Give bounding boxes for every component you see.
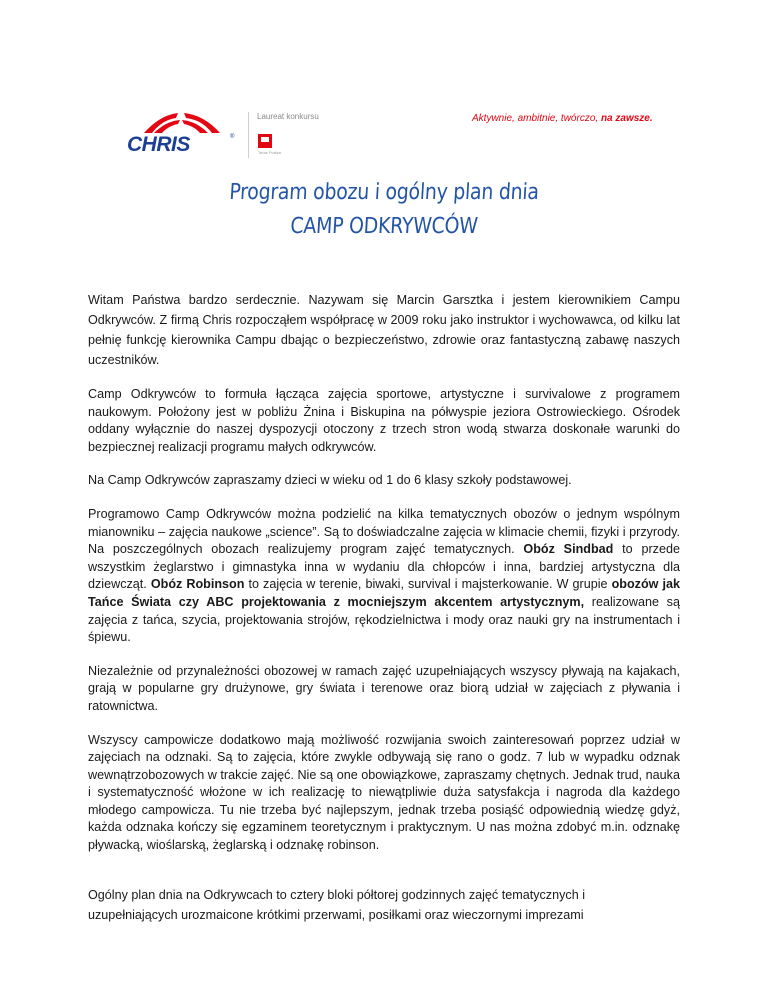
program-sindbad: Obóz Sindbad: [523, 542, 614, 557]
teraz-polska-emblem-icon: [258, 134, 272, 148]
chris-logo-arcs-icon: [140, 111, 230, 135]
paragraph-common-activities: Niezależnie od przynależności obozowej w ramach zajęć uzupełniających wszyscy pływają na kajakach, grają w popularne gry drużynowe, gry świata i terenowe oraz biorą udział w zajęciach z pływania i ratownictwa.: [88, 663, 680, 713]
program-robinson: Obóz Robinson: [150, 577, 245, 592]
paragraph-age-range: Na Camp Odkrywców zapraszamy dzieci w wieku od 1 do 6 klasy szkoły podstawowej.: [88, 473, 572, 488]
program-text-c: to przede wszystkim żeglarstwo i gimnastyka inna w wydaniu dla chłopców i inna, bardziej artystyczna dla dziewcząt.: [88, 542, 680, 592]
slogan-text: Aktywnie, ambitnie, twórczo,: [472, 113, 601, 124]
program-artistic: obozów jak Tańce Świata czy ABC projektowania z mocniejszym akcentem artystycznym,: [88, 577, 680, 609]
program-text-a: Programowo Camp Odkrywców można podzielić na kilka tematycznych obozów o jednym wspólnym mianowniku – zajęcia naukowe „science”. Są to doświadczalne zajęcia w klimacie chemii, fizyki i przyrody. Na poszczególnych obozach realizujemy program zajęć tematycznych.: [88, 506, 680, 557]
paragraph-camp-description: Camp Odkrywców to formuła łącząca zajęcia sportowe, artystyczne i survivalowe z programem naukowym. Położony jest w pobliżu Żnina i Biskupina na półwyspie jeziora Ostrowieckiego. Ośrodek oddany wyłącznie do naszej dyspozycji otoczony z trzech stron wodą stwarza doskonałe warunki do bezpiecznej realizacji programu małych odkrywców.: [88, 387, 680, 454]
document-title: [0, 176, 768, 244]
title-line-1: Program obozu i ogólny plan dnia: [228, 180, 540, 205]
award-caption: Laureat konkursu: [257, 112, 319, 121]
paragraph-daily-plan: [88, 885, 680, 925]
daily-plan-line-1: Ogólny plan dnia na Odkrywcach to cztery bloki półtorej godzinnych zajęć tematycznych i: [88, 887, 585, 902]
paragraph-program: [88, 506, 680, 647]
paragraph-badges: Wszyscy campowicze dodatkowo mają możliwość rozwijania swoich zainteresowań poprzez udział w zajęciach na odznaki. Są to zajęcia, które zwykle odbywają się rano o godz. 7 lub w wypadku odznak wewnątrzobozowych w trakcie zajęć. Nie są one obowiązkowe, zapraszamy chętnych. Jednak trud, nauka i systematyczność włożone w ich realizację to niewątpliwie duża satysfakcja i nagroda dla każdego młodego campowicza. Tu nie trzeba być najlepszym, jednak trzeba posiąść odpowiednią wiedzę gdyż, każda odznaka kończy się egzaminem teoretycznym i praktycznym. U nas można zdobyć m.in. odznakę pływacką, wioślarską, żeglarską i odznakę robinson.: [88, 732, 680, 853]
slogan: [472, 113, 653, 124]
header-divider: [248, 112, 249, 158]
registered-mark: ®: [230, 134, 235, 140]
daily-plan-line-2: uzupełniających urozmaicone krótkimi przerwami, posiłkami oraz wieczornymi imprezami: [88, 907, 584, 922]
slogan-emphasis: na zawsze.: [600, 113, 653, 124]
page-header: [0, 0, 768, 165]
award-subcaption: Teraz Polska: [258, 150, 281, 155]
chris-logo-text: CHRIS: [127, 133, 190, 156]
document-body: [88, 290, 680, 925]
program-text-e: realizowane są zajęcia z tańca, szycia, projektowania strojów, rękodzielnictwa i mody oraz nauki gry na instrumentach i śpiewu.: [88, 594, 680, 645]
paragraph-intro: Witam Państwa bardzo serdecznie. Nazywam się Marcin Garsztka i jestem kierownikiem Campu Odkrywców. Z firmą Chris rozpocząłem współpracę w 2009 roku jako instruktor i wychowawca, od kilku lat pełnię funkcję kierownika Campu dbając o bezpieczeństwo, zdrowie oraz fantastyczną zabawę naszych uczestników.: [88, 293, 680, 367]
title-line-2: CAMP ODKRYWCÓW: [289, 214, 479, 239]
program-text-d: to zajęcia w terenie, biwaki, survival i majsterkowanie. W grupie: [244, 577, 612, 592]
